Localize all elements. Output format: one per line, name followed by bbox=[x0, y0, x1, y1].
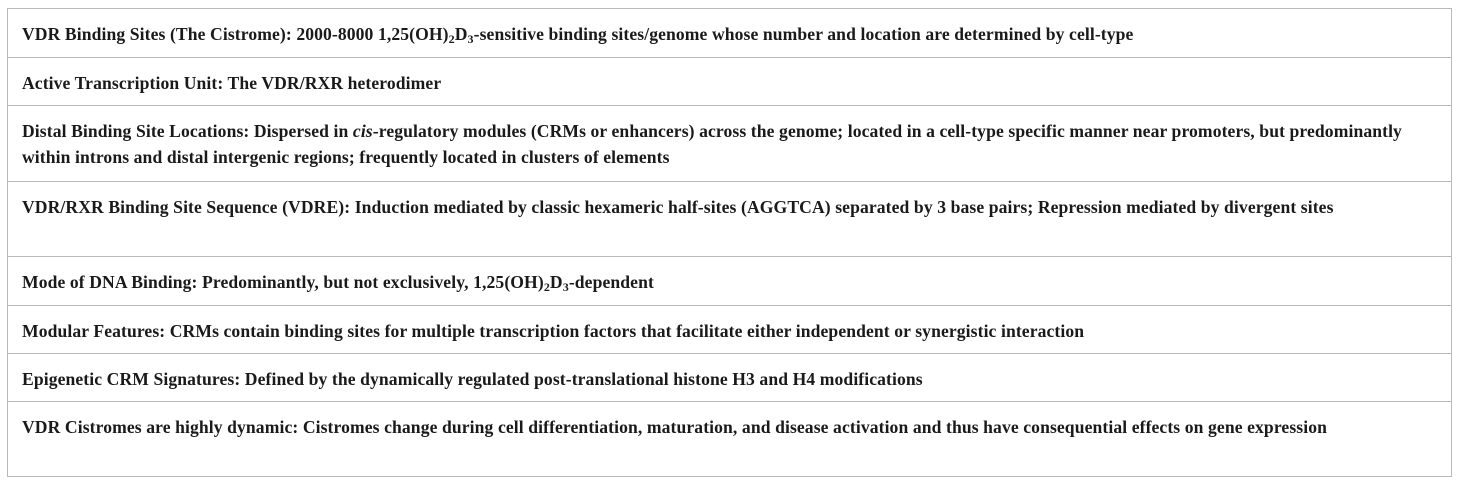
row-text: VDR Binding Sites (The Cistrome): 2000-8000 1,25(OH) bbox=[22, 24, 449, 44]
cistrome-features-table bbox=[7, 8, 1452, 477]
row-text: D bbox=[454, 24, 468, 44]
subscript: 2 bbox=[543, 280, 550, 294]
row-text: -regulatory modules (CRMs or enhancers) across the genome; located in a cell-type specific manner near promoters, but predominantly within introns and distal intergenic regions; frequently located in clusters of elements bbox=[22, 121, 1402, 167]
row-text: Active Transcription Unit: The VDR/RXR heterodimer bbox=[22, 73, 442, 93]
table-row bbox=[8, 353, 1451, 401]
table-row bbox=[8, 181, 1451, 256]
row-text: VDR/RXR Binding Site Sequence (VDRE): Induction mediated by classic hexameric half-sites (AGGTCA) separated by 3 base pairs; Repression mediated by divergent sites bbox=[22, 197, 1334, 217]
table-row bbox=[8, 9, 1451, 57]
row-text: -sensitive binding sites/genome whose number and location are determined by cell-type bbox=[473, 24, 1134, 44]
subscript: 3 bbox=[562, 280, 569, 294]
row-text: Mode of DNA Binding: Predominantly, but not exclusively, 1,25(OH) bbox=[22, 272, 544, 292]
row-text: D bbox=[549, 272, 563, 292]
table-row bbox=[8, 105, 1451, 181]
row-text: Epigenetic CRM Signatures: Defined by the dynamically regulated post-translational histone H3 and H4 modifications bbox=[22, 369, 923, 389]
italic-text: cis bbox=[352, 121, 373, 141]
table-row bbox=[8, 305, 1451, 353]
table-row bbox=[8, 401, 1451, 476]
table-row bbox=[8, 256, 1451, 305]
subscript: 3 bbox=[467, 32, 474, 46]
subscript: 2 bbox=[448, 32, 455, 46]
row-text: Distal Binding Site Locations: Dispersed in bbox=[22, 121, 353, 141]
row-text: VDR Cistromes are highly dynamic: Cistromes change during cell differentiation, maturation, and disease activation and thus have consequential effects on gene expression bbox=[22, 417, 1327, 437]
row-text: Modular Features: CRMs contain binding sites for multiple transcription factors that facilitate either independent or synergistic interaction bbox=[22, 321, 1085, 341]
row-text: -dependent bbox=[568, 272, 654, 292]
table-row bbox=[8, 57, 1451, 105]
